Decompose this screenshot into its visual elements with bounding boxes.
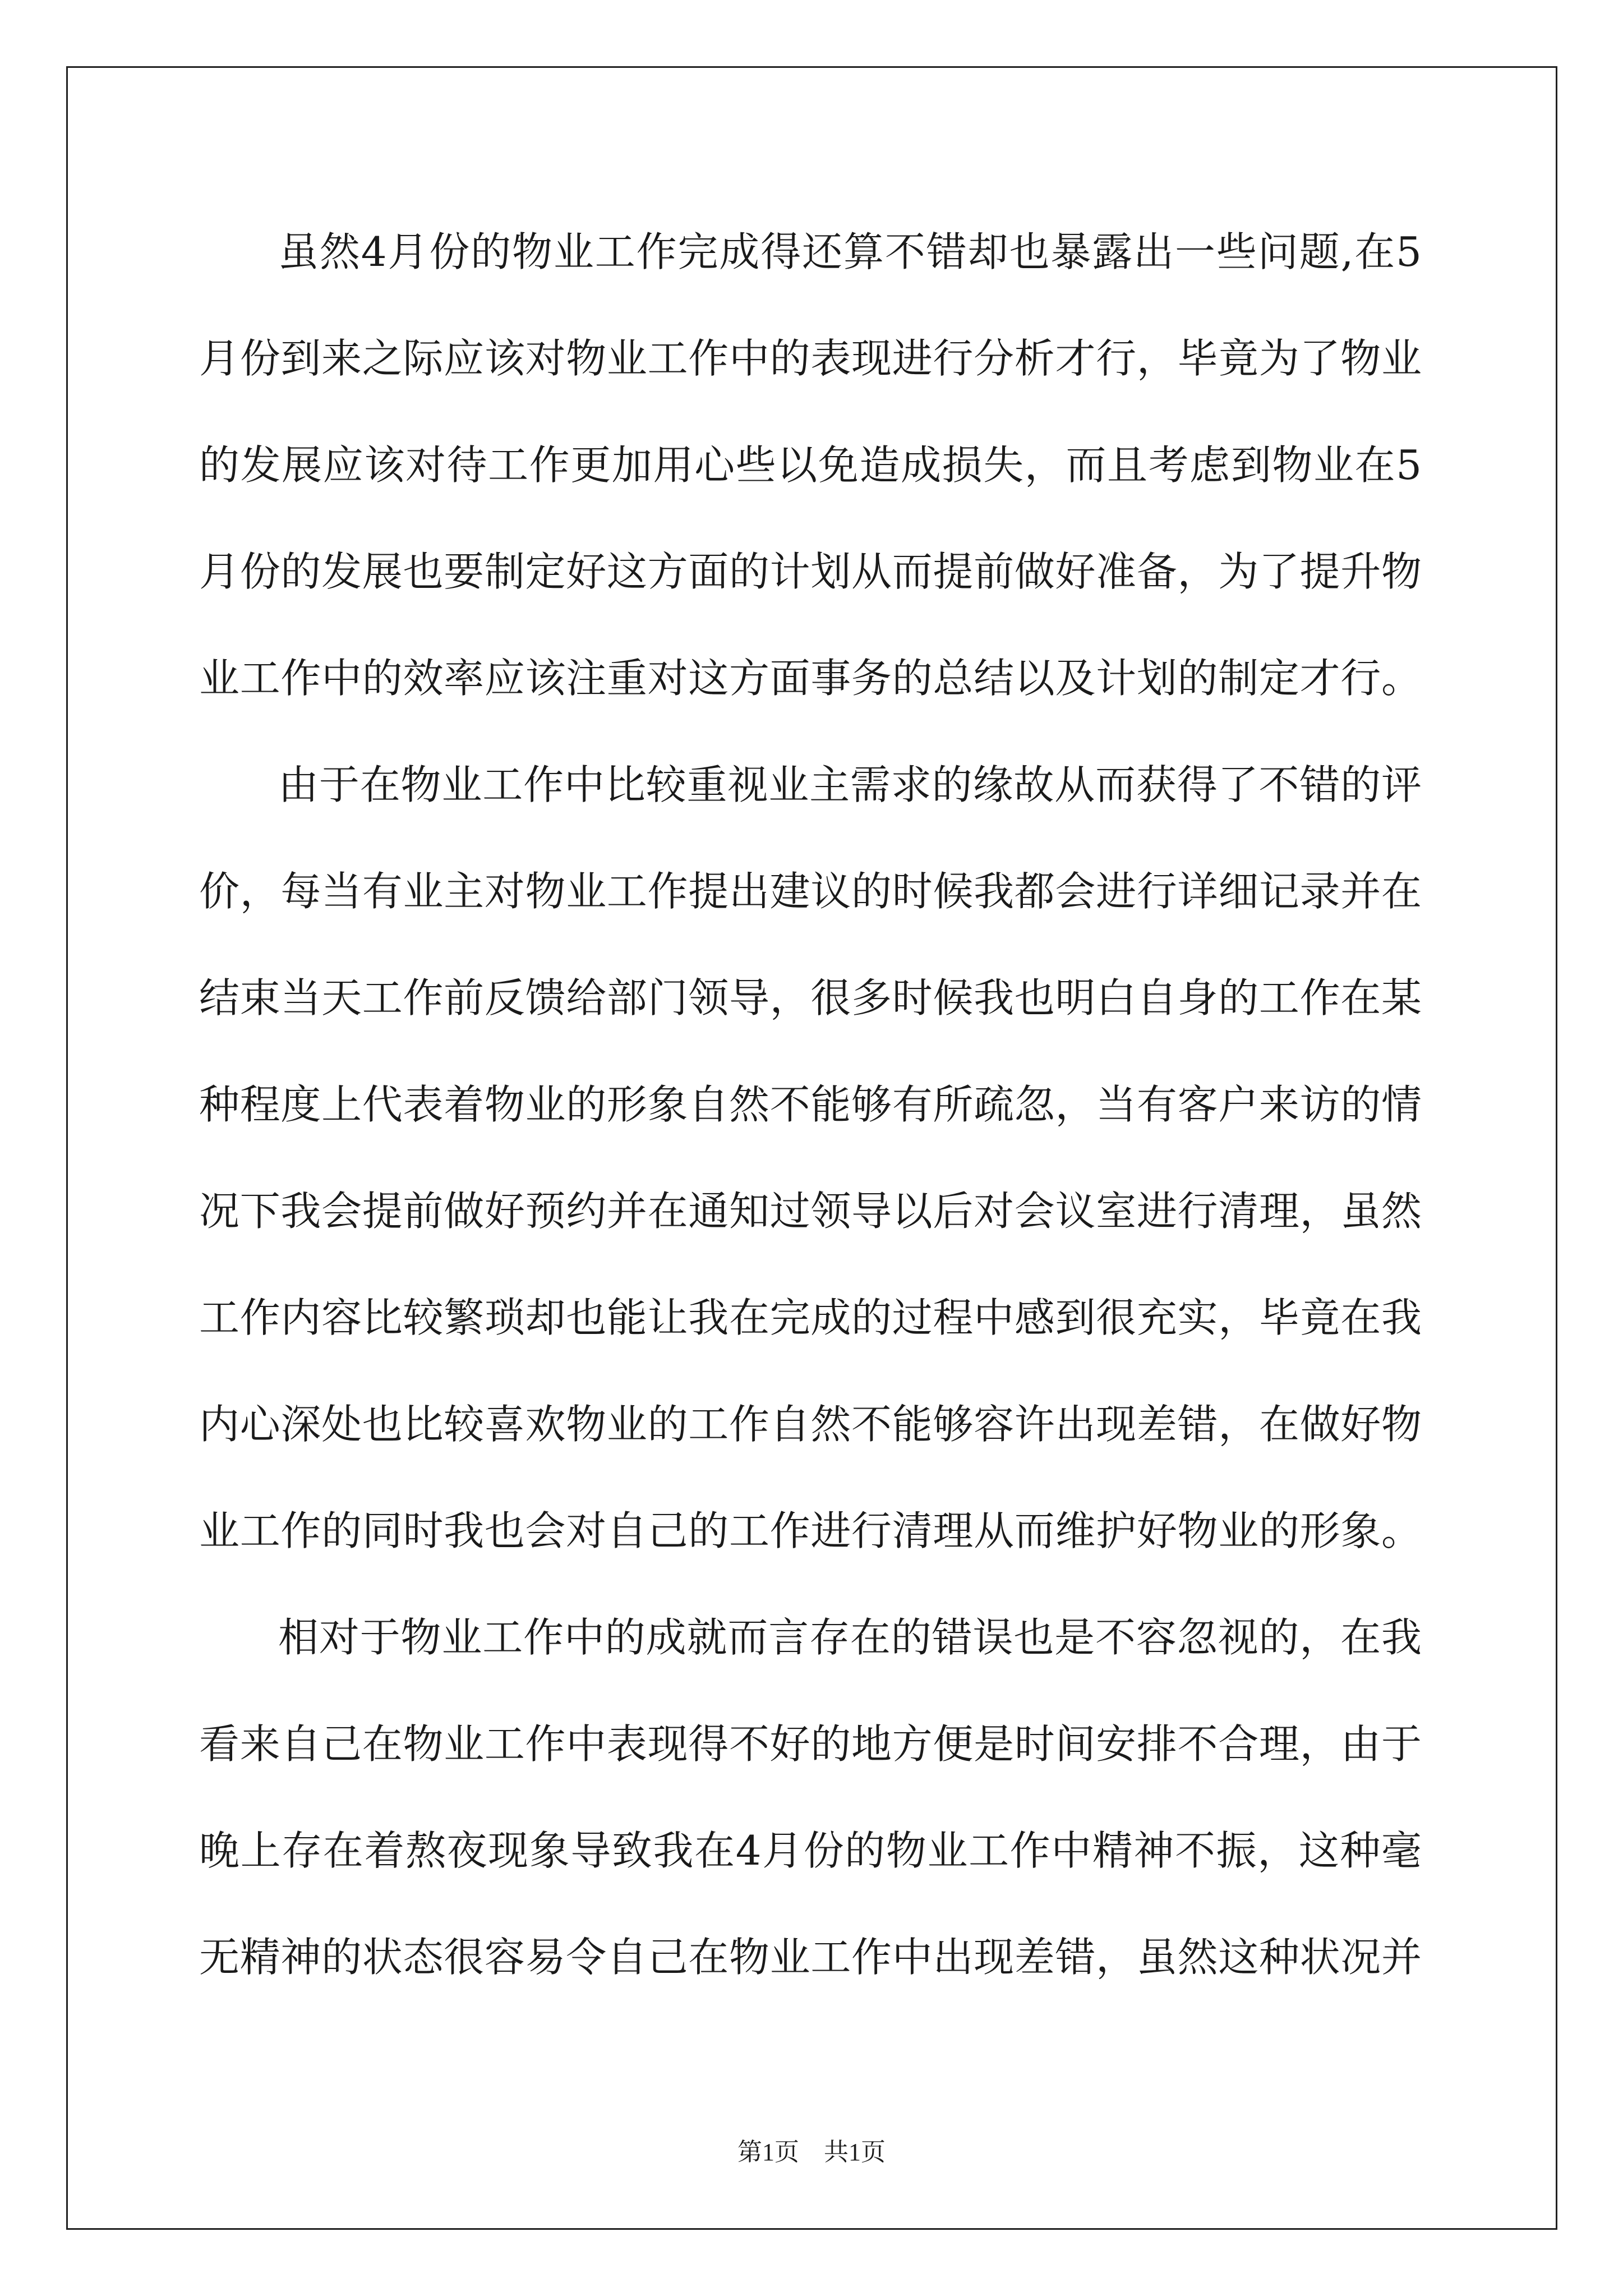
paragraph-line: 结束当天工作前反馈给部门领导，很多时候我也明白自身的工作在某: [199, 974, 1422, 1022]
paragraph-line: 价，每当有业主对物业工作提出建议的时候我都会进行详细记录并在: [199, 868, 1422, 915]
paragraph-line: 月份到来之际应该对物业工作中的表现进行分析才行，毕竟为了物业: [199, 335, 1422, 382]
paragraph-line: 由于在物业工作中比较重视业主需求的缘故从而获得了不错的评: [278, 761, 1422, 808]
paragraph-line: 虽然4月份的物业工作完成得还算不错却也暴露出一些问题,在5: [278, 228, 1422, 275]
paragraph-line: 的发展应该对待工作更加用心些以免造成损失，而且考虑到物业在5: [199, 441, 1422, 489]
paragraph-line: 种程度上代表着物业的形象自然不能够有所疏忽，当有客户来访的情: [199, 1081, 1422, 1128]
paragraph-line: 业工作中的效率应该注重对这方面事务的总结以及计划的制定才行。: [199, 655, 1422, 702]
paragraph-line: 晚上存在着熬夜现象导致我在4月份的物业工作中精神不振，这种毫: [199, 1827, 1422, 1874]
paragraph-line: 无精神的状态很容易令自己在物业工作中出现差错，虽然这种状况并: [199, 1934, 1422, 1981]
paragraph-line: 业工作的同时我也会对自己的工作进行清理从而维护好物业的形象。: [199, 1507, 1422, 1554]
paragraph-line: 内心深处也比较喜欢物业的工作自然不能够容许出现差错，在做好物: [199, 1401, 1422, 1448]
paragraph-line: 况下我会提前做好预约并在通知过领导以后对会议室进行清理，虽然: [199, 1188, 1422, 1235]
paragraph-line: 相对于物业工作中的成就而言存在的错误也是不容忽视的，在我: [278, 1614, 1422, 1661]
page-number-footer: 第1页 共1页: [737, 2138, 886, 2166]
paragraph-line: 工作内容比较繁琐却也能让我在完成的过程中感到很充实，毕竟在我: [199, 1294, 1422, 1341]
paragraph-line: 看来自己在物业工作中表现得不好的地方便是时间安排不合理，由于: [199, 1720, 1422, 1768]
paragraph-line: 月份的发展也要制定好这方面的计划从而提前做好准备，为了提升物: [199, 548, 1422, 595]
